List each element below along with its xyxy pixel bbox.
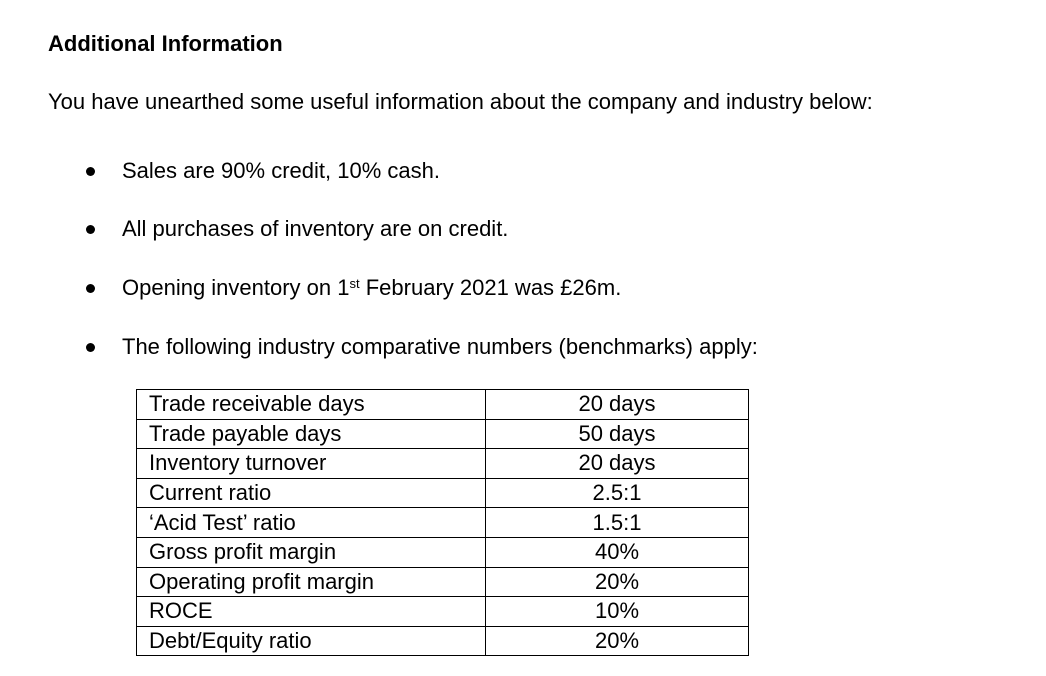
- benchmark-table: [136, 389, 749, 656]
- bullet-text: All purchases of inventory are on credit.: [122, 216, 509, 241]
- benchmark-value: 40%: [486, 537, 749, 567]
- benchmark-label: Trade payable days: [137, 419, 486, 449]
- benchmark-label: Gross profit margin: [137, 537, 486, 567]
- benchmark-value: 20%: [486, 567, 749, 597]
- table-row: [137, 537, 749, 567]
- benchmark-value: 10%: [486, 597, 749, 627]
- benchmark-label: ROCE: [137, 597, 486, 627]
- table-row: [137, 508, 749, 538]
- benchmark-label: Debt/Equity ratio: [137, 626, 486, 656]
- bullet-dot-icon: [86, 225, 95, 234]
- benchmark-label: Operating profit margin: [137, 567, 486, 597]
- benchmark-value: 2.5:1: [486, 478, 749, 508]
- table-row: [137, 597, 749, 627]
- table-row: [137, 419, 749, 449]
- bullet-text-before: Opening inventory on 1: [122, 275, 350, 300]
- benchmark-label: ‘Acid Test’ ratio: [137, 508, 486, 538]
- bullet-dot-icon: [86, 167, 95, 176]
- bullet-dot-icon: [86, 343, 95, 352]
- benchmark-value: 50 days: [486, 419, 749, 449]
- table-row: [137, 390, 749, 420]
- benchmark-value: 20 days: [486, 390, 749, 420]
- bullet-text: Sales are 90% credit, 10% cash.: [122, 158, 440, 183]
- bullet-text: The following industry comparative numbers (benchmarks) apply:: [122, 334, 758, 359]
- benchmark-value: 20%: [486, 626, 749, 656]
- intro-paragraph: You have unearthed some useful information about the company and industry below:: [48, 89, 873, 114]
- table-row: [137, 567, 749, 597]
- benchmark-label: Current ratio: [137, 478, 486, 508]
- table-row: [137, 449, 749, 479]
- benchmark-label: Trade receivable days: [137, 390, 486, 420]
- benchmark-label: Inventory turnover: [137, 449, 486, 479]
- benchmark-value: 20 days: [486, 449, 749, 479]
- benchmark-value: 1.5:1: [486, 508, 749, 538]
- bullet-text-after: February 2021 was £26m.: [359, 275, 622, 300]
- bullet-text: [122, 274, 621, 302]
- bullet-dot-icon: [86, 284, 95, 293]
- ordinal-superscript: st: [349, 275, 360, 291]
- table-row: [137, 626, 749, 656]
- section-heading: Additional Information: [48, 31, 283, 56]
- table-row: [137, 478, 749, 508]
